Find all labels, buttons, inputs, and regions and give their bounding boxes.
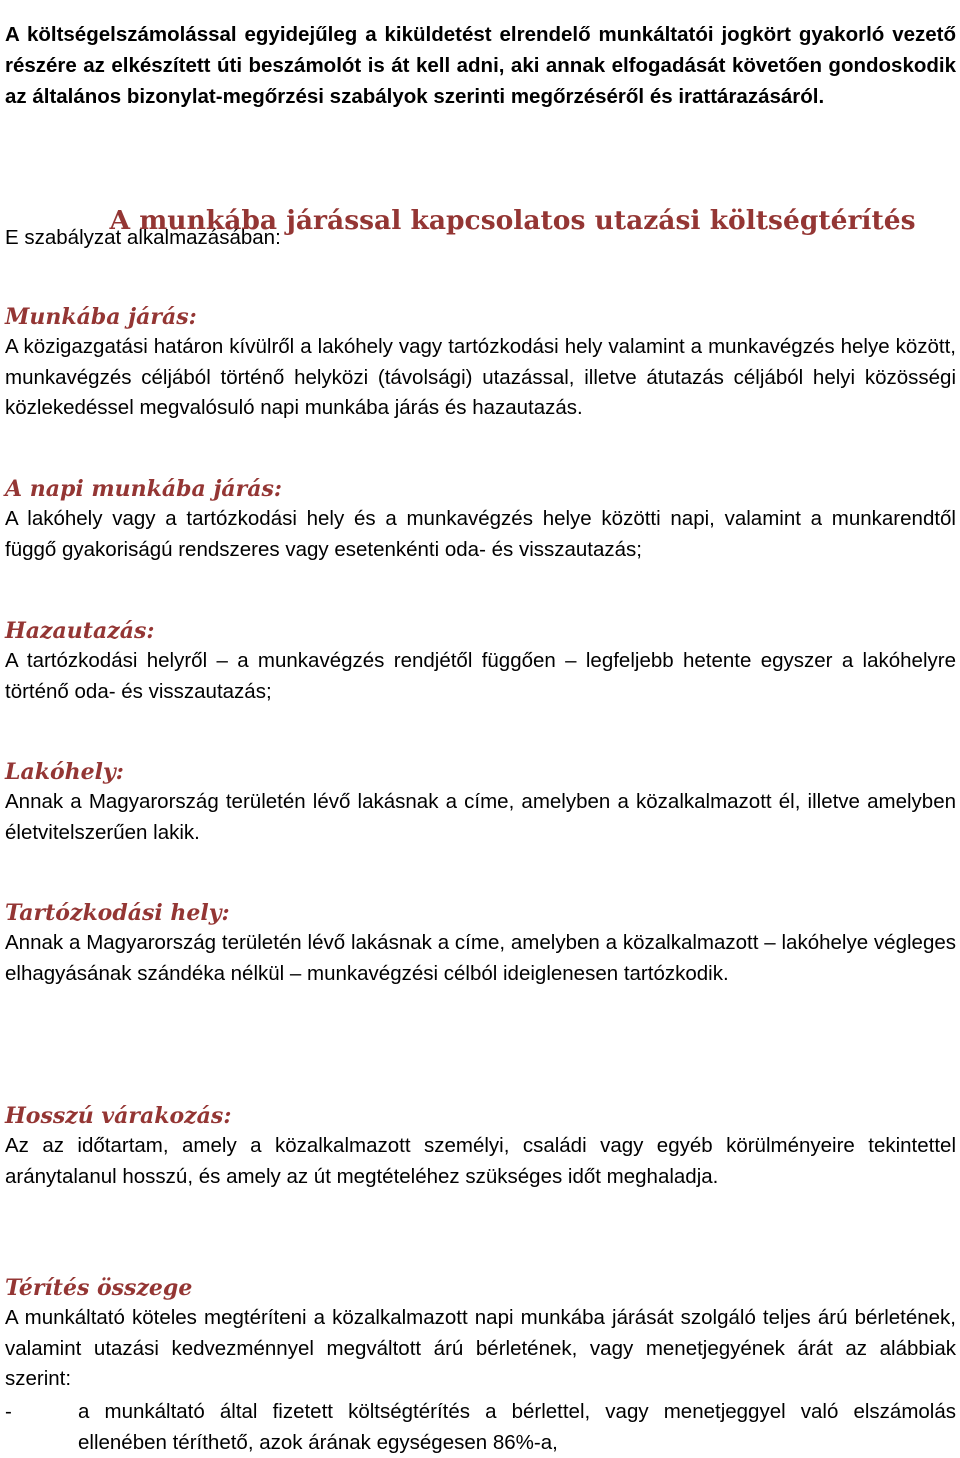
list-item-text: a munkáltató által fizetett költségtérítés a bérlettel, vagy menetjeggyel való elszámolás ellenében téríthető, azok árának egységesen 86%-a, <box>78 1400 956 1454</box>
section-munkaba-jaras <box>5 302 956 424</box>
section-heading: Hosszú várakozás: <box>5 1103 232 1129</box>
section-terites-osszege <box>5 1273 956 1395</box>
section-tartozkodasi-hely <box>5 898 956 989</box>
section-heading: A napi munkába járás: <box>5 476 283 502</box>
page-title: A munkába járással kapcsolatos utazási költségtérítés <box>109 204 916 236</box>
section-body: Annak a Magyarország területén lévő lakásnak a címe, amelyben a közalkalmazott – lakóhelye végleges elhagyásának szándéka nélkül – munkavégzési célból ideiglenesen tartózkodik. <box>5 931 956 985</box>
list-bullet: - <box>5 1400 12 1423</box>
section-heading: Hazautazás: <box>5 618 155 644</box>
section-body: A munkáltató köteles megtéríteni a közalkalmazott napi munkába járását szolgáló teljes árú bérletének, valamint utazási kedvezménnyel megváltott árú bérletének, vagy menetjegyének árát az alábbiak szerint: <box>5 1306 956 1390</box>
section-hazautazas <box>5 616 956 707</box>
lead-text: E szabályzat alkalmazásában: <box>5 226 281 249</box>
section-body: Az az időtartam, amely a közalkalmazott személyi, családi vagy egyéb körülményeire tekintettel aránytalanul hosszú, és amely az út megtételéhez szükséges időt meghaladja. <box>5 1134 956 1188</box>
section-heading: Munkába járás: <box>5 304 197 330</box>
section-heading: Lakóhely: <box>5 759 124 785</box>
section-body: A tartózkodási helyről – a munkavégzés rendjétől függően – legfeljebb hetente egyszer a lakóhelyre történő oda- és visszautazás; <box>5 649 956 703</box>
section-body: Annak a Magyarország területén lévő lakásnak a címe, amelyben a közalkalmazott él, illetve amelyben életvitelszerűen lakik. <box>5 790 956 844</box>
intro-paragraph: A költségelszámolással egyidejűleg a kiküldetést elrendelő munkáltatói jogkört gyakorló vezető részére az elkészített úti beszámolót is át kell adni, aki annak elfogadását követően gondoskodik az általános bizonylat-megőrzési szabályok szerinti megőrzéséről és irattárazásáról. <box>5 22 956 108</box>
section-lakohely <box>5 757 956 848</box>
section-heading: Tartózkodási hely: <box>5 900 230 926</box>
list-item <box>5 1397 956 1458</box>
section-napi-munkaba-jaras <box>5 474 956 565</box>
reimbursement-list <box>5 1397 956 1458</box>
section-heading: Térítés összege <box>5 1275 193 1301</box>
section-body: A közigazgatási határon kívülről a lakóhely vagy tartózkodási hely valamint a munkavégzés helye között, munkavégzés céljából történő helyközi (távolsági) utazással, illetve átutazás céljából helyi közösségi közlekedéssel megvalósuló napi munkába járás és hazautazás. <box>5 335 956 419</box>
section-body: A lakóhely vagy a tartózkodási hely és a munkavégzés helye közötti napi, valamint a munkarendtől függő gyakoriságú rendszeres vagy esetenkénti oda- és visszautazás; <box>5 507 956 561</box>
section-hosszu-varakozas <box>5 1101 956 1192</box>
